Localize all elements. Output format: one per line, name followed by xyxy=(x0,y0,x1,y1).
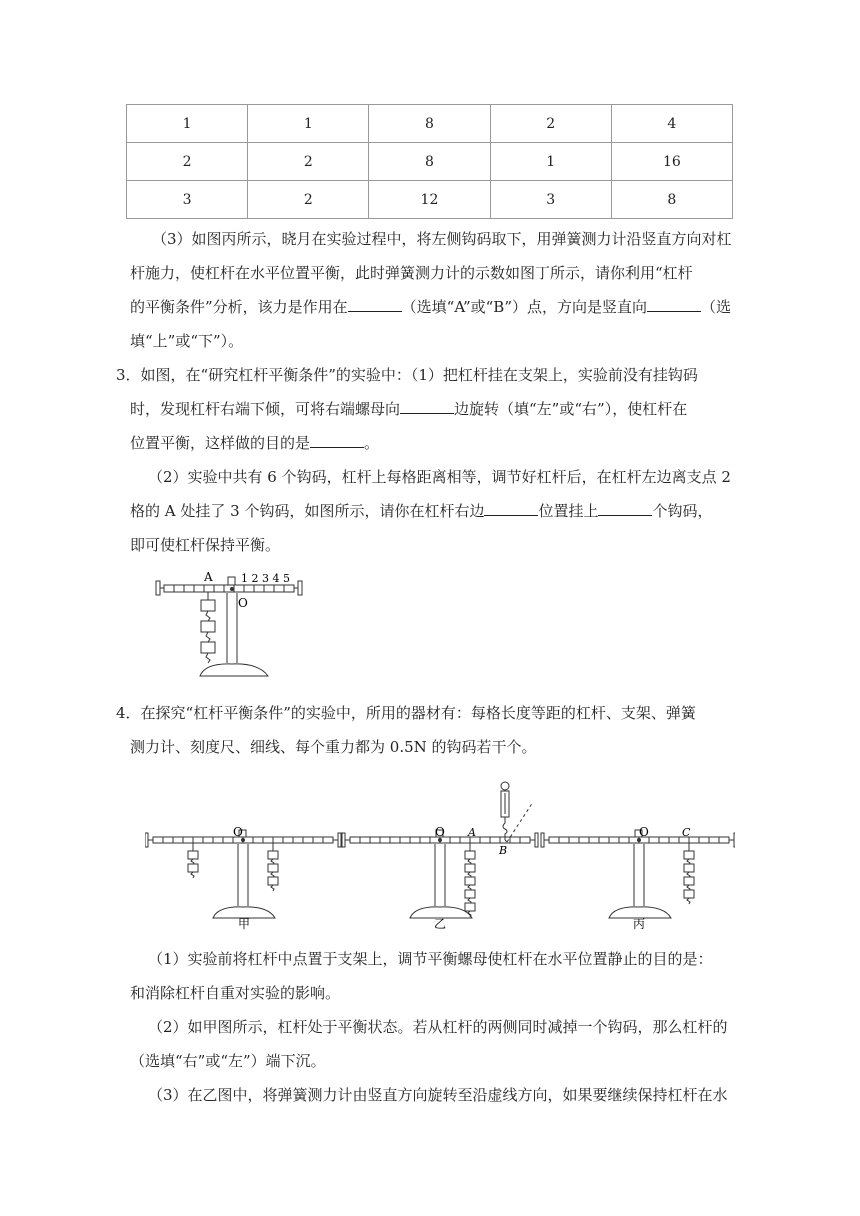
label-a: A xyxy=(468,826,476,839)
q3-line2 xyxy=(130,392,735,426)
q4-p1-line1: （1）实验前将杠杆中点置于支架上，调节平衡螺母使杠杆在水平位置静止的目的是： xyxy=(148,950,713,968)
table-cell: 1 xyxy=(127,105,248,143)
data-table xyxy=(126,104,733,219)
q3-line6: 即可使杠杆保持平衡。 xyxy=(130,536,281,554)
table-cell: 2 xyxy=(248,181,369,219)
label-a: A xyxy=(204,570,213,584)
table-cell: 4 xyxy=(611,105,732,143)
table-cell: 3 xyxy=(127,181,248,219)
answer-blank[interactable] xyxy=(484,497,538,516)
table-cell: 3 xyxy=(490,181,611,219)
q3-text: 位置平衡，这样做的目的是 xyxy=(130,434,311,452)
q2-3-line3 xyxy=(130,290,735,324)
q3-line3 xyxy=(130,426,735,460)
q3-text: 时，发现杠杆右端下倾，可将右端螺母向 xyxy=(130,400,401,418)
label-c: C xyxy=(682,826,691,839)
q2-3-text: （选填“A”或“B”）点，方向是竖直向 xyxy=(401,298,647,316)
table-cell: 8 xyxy=(369,143,490,181)
q4-p1-line2: 和消除杠杆自重对实验的影响。 xyxy=(130,984,341,1002)
q2-3-line2: 杆施力，使杠杆在水平位置平衡，此时弹簧测力计的示数如图丁所示，请你利用“杠杆 xyxy=(130,264,693,282)
answer-blank[interactable] xyxy=(310,429,364,448)
q3-line5 xyxy=(130,494,735,528)
spring-scale xyxy=(501,782,533,842)
table-row xyxy=(127,143,733,181)
q3-text: 个钩码， xyxy=(652,502,713,520)
label-o-3: O xyxy=(639,825,649,839)
q3-text: 位置挂上 xyxy=(538,502,599,520)
caption-jia: 甲 xyxy=(238,917,251,931)
answer-blank[interactable] xyxy=(598,497,652,516)
table-cell: 12 xyxy=(369,181,490,219)
table-cell: 16 xyxy=(611,143,732,181)
q3-line4: （2）实验中共有 6 个钩码，杠杆上每格距离相等，调节好杠杆后，在杠杆左边离支点 2 xyxy=(148,468,731,486)
q4-line1: 4．在探究“杠杆平衡条件”的实验中，所用的器材有：每格长度等距的杠杆、支架、弹簧 xyxy=(116,704,696,722)
caption-yi: 乙 xyxy=(434,917,447,931)
table-cell: 2 xyxy=(127,143,248,181)
label-o-2: O xyxy=(435,825,445,839)
answer-blank[interactable] xyxy=(647,293,701,312)
tick-labels: 1 2 3 4 5 xyxy=(241,572,290,585)
q4-p2-line1: （2）如甲图所示，杠杆处于平衡状态。若从杠杆的两侧同时减掉一个钩码，那么杠杆的 xyxy=(148,1018,728,1036)
label-o-1: O xyxy=(233,825,243,839)
q4-line2: 测力计、刻度尺、细线、每个重力都为 0.5N 的钩码若干个。 xyxy=(130,738,537,756)
table-row xyxy=(127,181,733,219)
q2-3-line4: 填“上”或“下”）。 xyxy=(130,332,244,350)
table-cell: 8 xyxy=(369,105,490,143)
table-cell: 8 xyxy=(611,181,732,219)
q3-text: 边旋转（填“左”或“右”），使杠杆在 xyxy=(454,400,688,418)
table-cell: 2 xyxy=(490,105,611,143)
answer-blank[interactable] xyxy=(400,395,454,414)
q4-lever-figures xyxy=(145,778,735,933)
q3-line1: 3．如图，在“研究杠杆平衡条件”的实验中：（1）把杠杆挂在支架上，实验前没有挂钩码 xyxy=(116,366,698,384)
q4-p2-line2: （选填“右”或“左”）端下沉。 xyxy=(130,1052,326,1070)
q2-3-text: （选 xyxy=(701,298,732,316)
answer-blank[interactable] xyxy=(348,293,402,312)
label-o: O xyxy=(238,596,248,610)
q4-p3-line1: （3）在乙图中，将弹簧测力计由竖直方向旋转至沿虚线方向，如果要继续保持杠杆在水 xyxy=(148,1086,728,1104)
q3-text: 格的 A 处挂了 3 个钩码，如图所示，请你在杠杆右边 xyxy=(130,502,485,520)
q3-lever-figure xyxy=(150,568,310,683)
caption-bing: 丙 xyxy=(633,917,646,931)
q2-3-line1: （3）如图丙所示，晓月在实验过程中，将左侧钩码取下，用弹簧测力计沿竖直方向对杠 xyxy=(152,230,732,248)
table-cell: 1 xyxy=(248,105,369,143)
q2-3-text: 的平衡条件”分析，该力是作用在 xyxy=(130,298,348,316)
label-b: B xyxy=(499,844,508,857)
table-cell: 1 xyxy=(490,143,611,181)
q3-text: 。 xyxy=(364,434,380,452)
table-cell: 2 xyxy=(248,143,369,181)
table-row xyxy=(127,105,733,143)
